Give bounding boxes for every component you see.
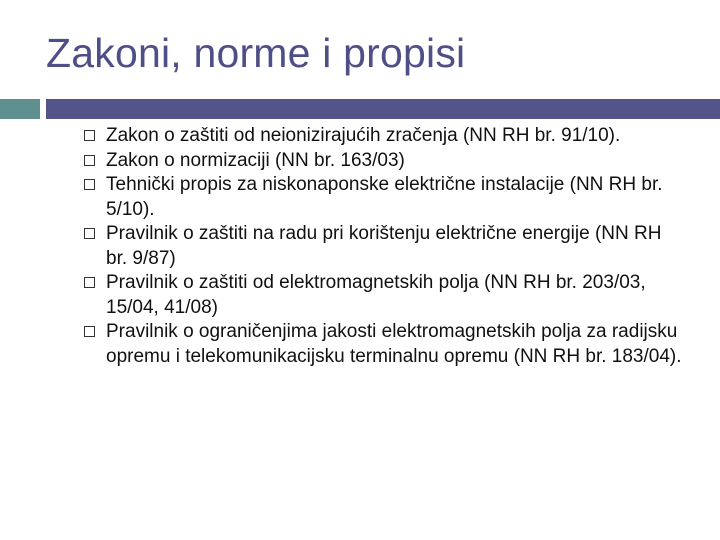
slide-title: Zakoni, norme i propisi <box>46 30 466 76</box>
checkbox-bullet-icon <box>84 155 95 166</box>
list-item <box>84 173 684 222</box>
checkbox-bullet-icon <box>84 130 95 141</box>
list-item-text: Tehnički propis za niskonaponske električne instalacije (NN RH br. 5/10). <box>106 174 663 220</box>
list-item <box>84 320 684 369</box>
checkbox-bullet-icon <box>84 277 95 288</box>
list-item <box>84 271 684 320</box>
list-item-text: Pravilnik o ograničenjima jakosti elektromagnetskih polja za radijsku opremu i telekomunikacijsku terminalnu opremu (NN RH br. 183/04). <box>106 321 682 367</box>
bullet-list <box>84 124 684 369</box>
list-item-text: Zakon o zaštiti od neionizirajućih zračenja (NN RH br. 91/10). <box>106 125 621 146</box>
list-item-text: Zakon o normizaciji (NN br. 163/03) <box>106 149 405 171</box>
checkbox-bullet-icon <box>84 326 95 337</box>
side-accent-bar <box>0 99 40 119</box>
title-underline-bar <box>46 99 720 119</box>
list-item <box>84 124 684 149</box>
list-item-text: Pravilnik o zaštiti od elektromagnetskih polja (NN RH br. 203/03, 15/04, 41/08) <box>106 272 646 318</box>
list-item <box>84 149 684 174</box>
list-item <box>84 222 684 271</box>
checkbox-bullet-icon <box>84 228 95 239</box>
list-item-text: Pravilnik o zaštiti na radu pri korištenju električne energije (NN RH br. 9/87) <box>106 223 662 269</box>
checkbox-bullet-icon <box>84 179 95 190</box>
